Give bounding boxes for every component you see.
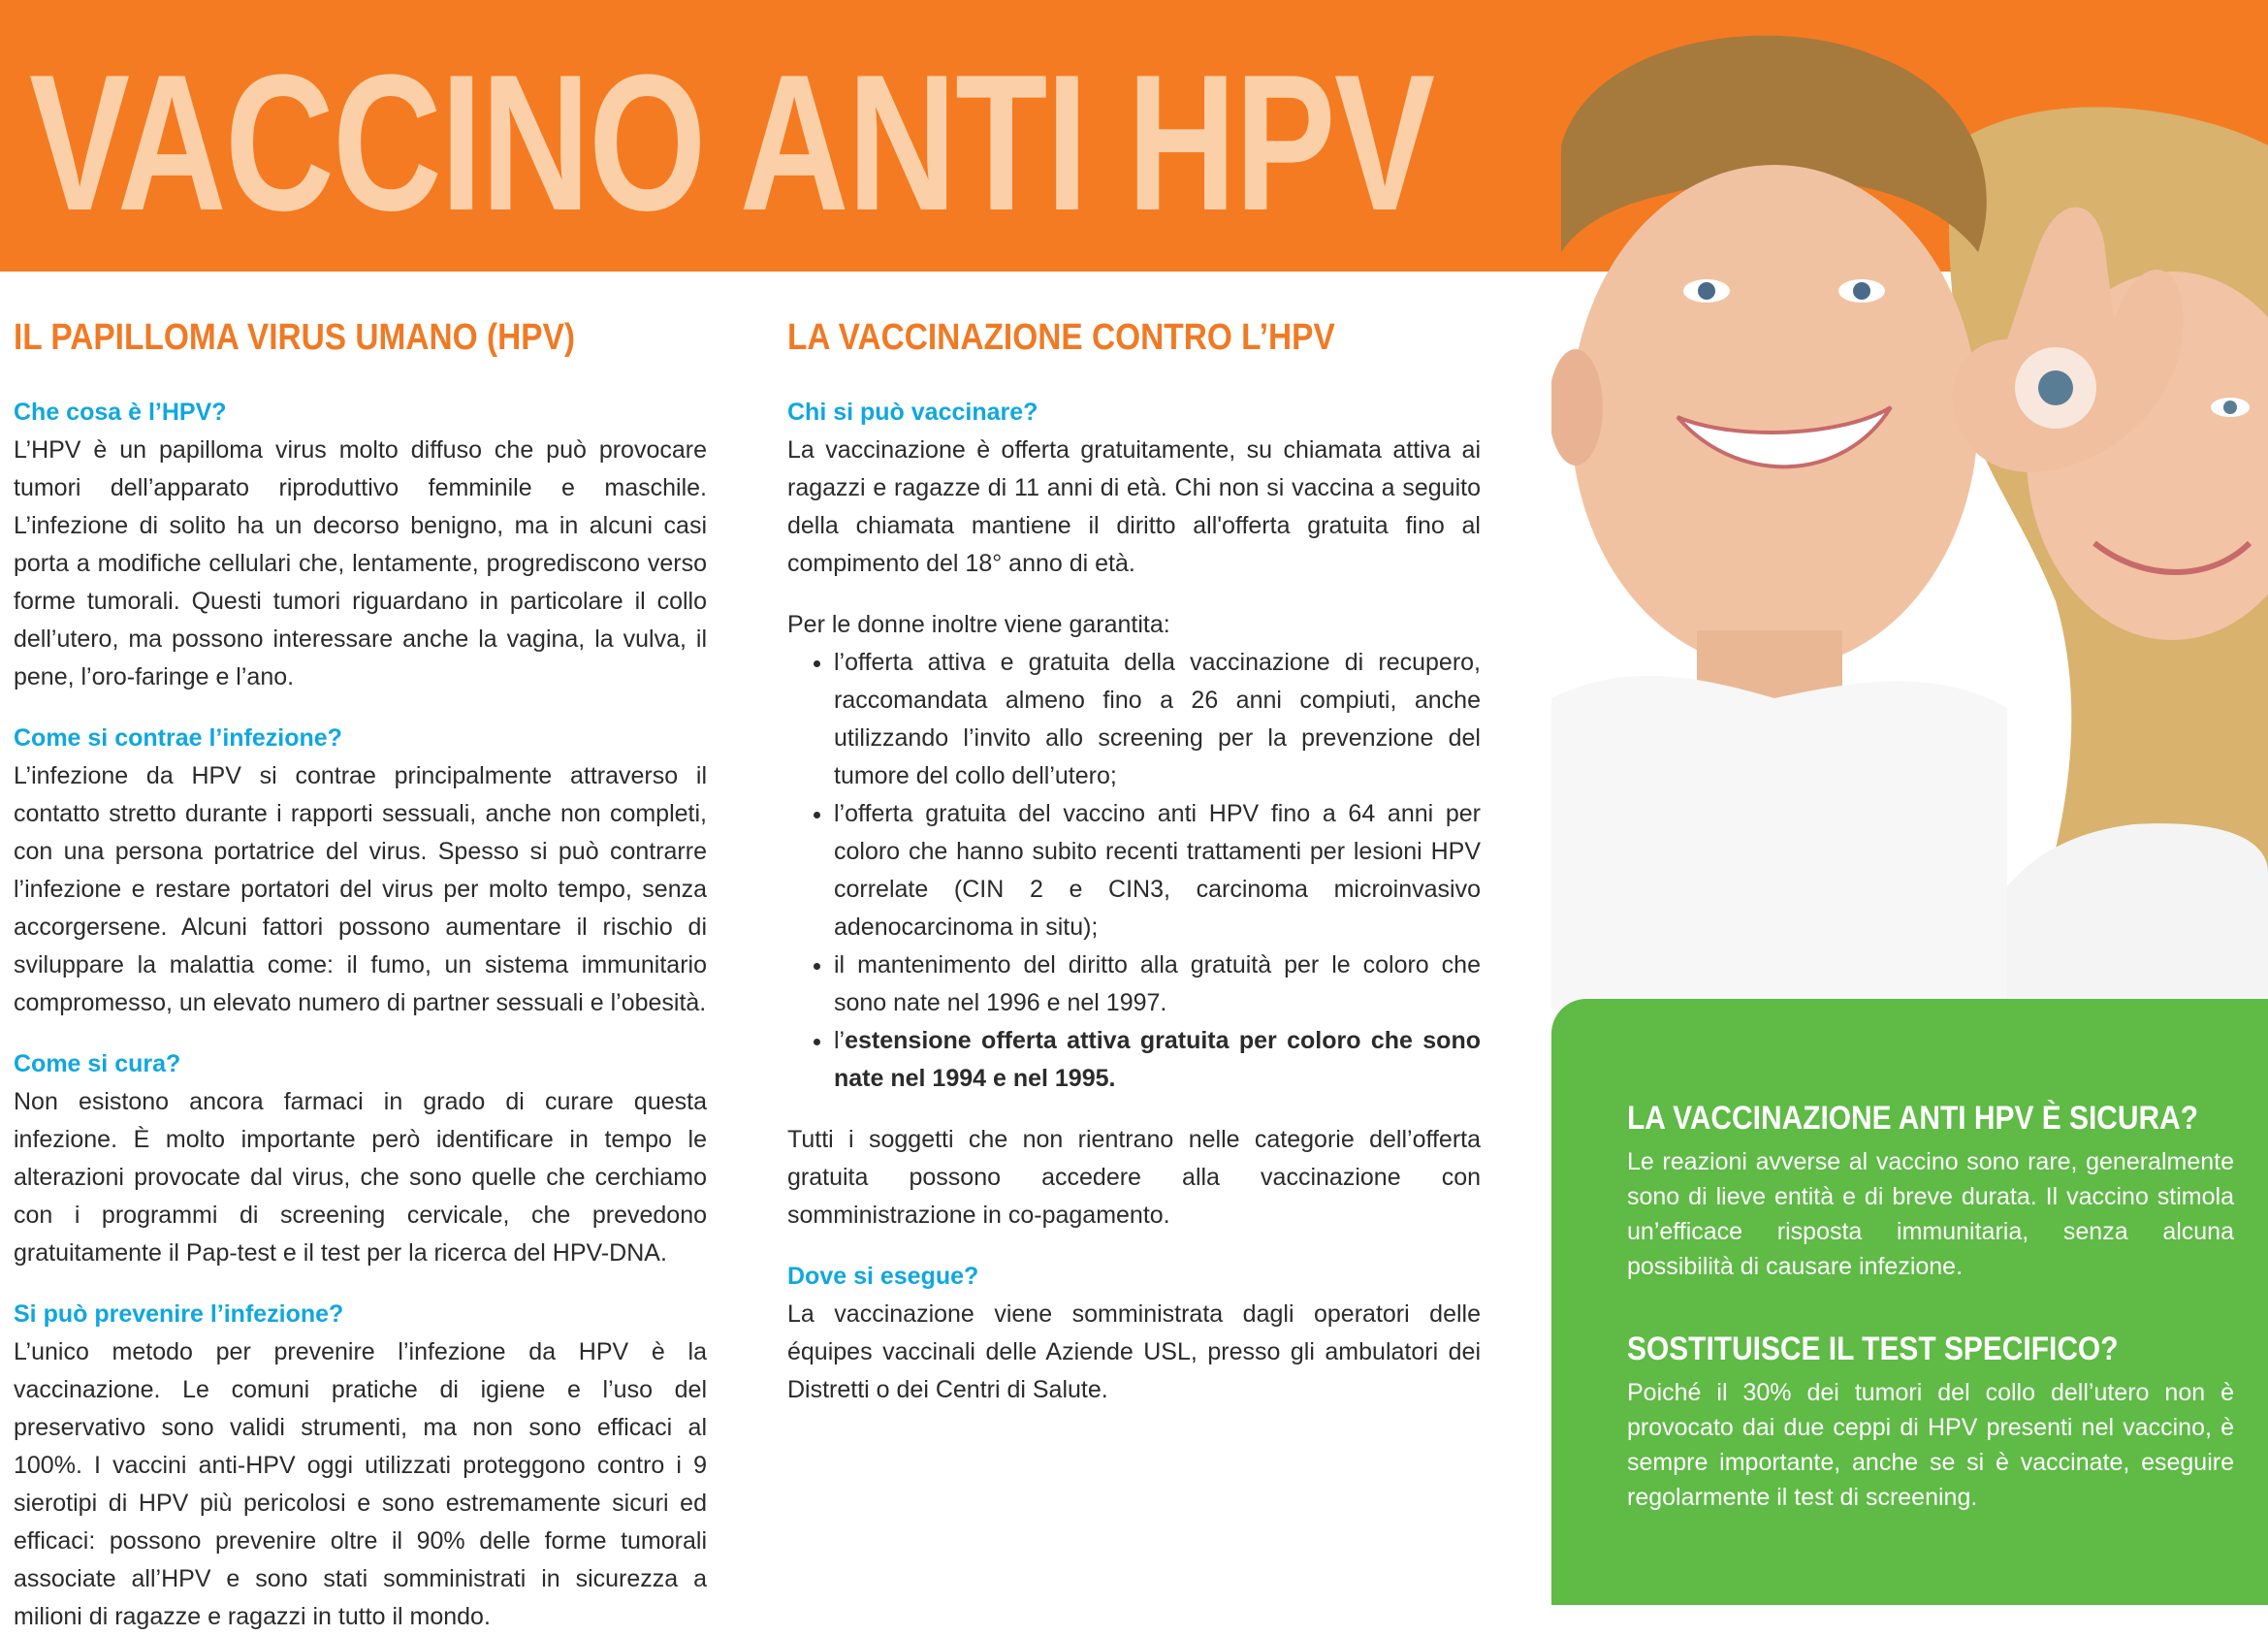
question-cure: Come si cura? [14,1050,181,1077]
photo-illustration [1551,0,2268,1009]
answer-who-can-vaccinate: La vaccinazione è offerta gratuitamente, su chiamata attiva ai ragazzi e ragazze di 11 anni di età. Chi non si vaccina a seguito della chiamata mantiene il diritto all'offerta gratuita fino al compimento del 18° anno di età. [787,436,1481,577]
list-item: • il mantenimento del diritto alla gratuità per le coloro che sono nate nel 1996 e nel 1997. [834,946,1481,1022]
vaccination-column [787,310,1481,1409]
children-photo [1551,0,2268,1009]
question-where: Dove si esegue? [787,1263,979,1290]
answer-cure: Non esistono ancora farmaci in grado di curare questa infezione. È molto importante però identificare in tempo le alterazioni provocate dal virus, che sono quelle che cerchiamo con i programmi di screening cervicale, che prevedono gratuitamente il Pap-test e il test per la ricerca del HPV-DNA. [14,1088,707,1267]
list-item-bold-text: estensione offerta attiva gratuita per coloro che sono nate nel 1994 e nel 1995. [834,1027,1481,1092]
hpv-section-heading: IL PAPILLOMA VIRUS UMANO (HPV) [14,317,576,358]
answer-prevention: L’unico metodo per prevenire l’infezione da HPV è la vaccinazione. Le comuni pratiche di igiene e l’uso del preservativo sono validi strumenti, ma non sono efficaci al 100%. I vaccini anti-HPV oggi utilizzati proteggono contro i 9 sierotipi di HPV più pericolosi e sono estremamente sicuri ed efficaci: possono prevenire oltre il 90% delle forme tumorali associate all’HPV e sono stati somministrati in sicurezza a milioni di ragazze e ragazzi in tutto il mondo. [14,1338,707,1630]
list-item: • l’offerta attiva e gratuita della vaccinazione di recupero, raccomandata almeno fino a 26 anni compiuti, anche utilizzando l’invito allo screening per la prevenzione del tumore del collo dell’utero; [834,644,1481,795]
safety-text: Le reazioni avverse al vaccino sono rare, generalmente sono di lieve entità e di breve durata. Il vaccino stimola un’efficace risposta immunitaria, senza alcuna possibilità di causare infezione. [1627,1148,2234,1280]
question-transmission: Come si contrae l’infezione? [14,724,342,752]
safety-heading: LA VACCINAZIONE ANTI HPV È SICURA? [1627,1100,2198,1137]
list-item [834,1022,1481,1098]
title-banner [0,0,1551,272]
question-who-can-vaccinate: Chi si può vaccinare? [787,399,1038,426]
test-heading: SOSTITUISCE IL TEST SPECIFICO? [1627,1331,2119,1367]
vaccination-section-heading: LA VACCINAZIONE CONTRO L’HPV [787,317,1335,358]
question-prevention: Si può prevenire l’infezione? [14,1300,344,1328]
test-text: Poiché il 30% dei tumori del collo dell’utero non è provocato dai due ceppi di HPV presenti nel vaccino, è sempre importante, anche se si è vaccinate, eseguire regolarmente il test di screening. [1627,1379,2234,1511]
women-guarantee-intro: Per le donne inoltre viene garantita: [787,611,1170,638]
copayment-note: Tutti i soggetti che non rientrano nelle categorie dell’offerta gratuita possono accedere alla vaccinazione con somministrazione in co-pagamento. [787,1126,1481,1229]
question-what-is-hpv: Che cosa è l’HPV? [14,399,227,426]
list-item: • l’offerta gratuita del vaccino anti HPV fino a 64 anni per coloro che hanno subito recenti trattamenti per lesioni HPV correlate (CIN 2 e CIN3, carcinoma microinvasivo adenocarcinoma in situ); [834,795,1481,946]
safety-info-box [1551,999,2268,1605]
answer-what-is-hpv: L’HPV è un papilloma virus molto diffuso che può provocare tumori dell’apparato riproduttivo femminile e maschile. L’infezione di solito ha un decorso benigno, ma in alcuni casi porta a modifiche cellulari che, lentamente, progrediscono verso forme tumorali. Questi tumori riguardano in particolare il collo dell’utero, ma possono interessare anche la vagina, la vulva, il pene, l’oro-faringe e l’ano. [14,436,707,690]
answer-transmission: L’infezione da HPV si contrae principalmente attraverso il contatto stretto durante i rapporti sessuali, anche non completi, con una persona portatrice del virus. Spesso si può contrarre l’infezione e restare portatori del virus per molto tempo, senza accorgersene. Alcuni fattori possono aumentare il rischio di sviluppare la malattia come: il fumo, un sistema immunitario compromesso, un elevato numero di partner sessuali e l’obesità. [14,762,707,1016]
women-offer-list [787,644,1481,1098]
page-title: VACCINO ANTI HPV [29,35,1434,251]
answer-where: La vaccinazione viene somministrata dagli operatori delle équipes vaccinali delle Aziende USL, presso gli ambulatori dei Distretti o dei Centri di Salute. [787,1300,1481,1403]
list-item-prefix: l’ [834,1027,846,1054]
hpv-info-column [14,310,707,1636]
